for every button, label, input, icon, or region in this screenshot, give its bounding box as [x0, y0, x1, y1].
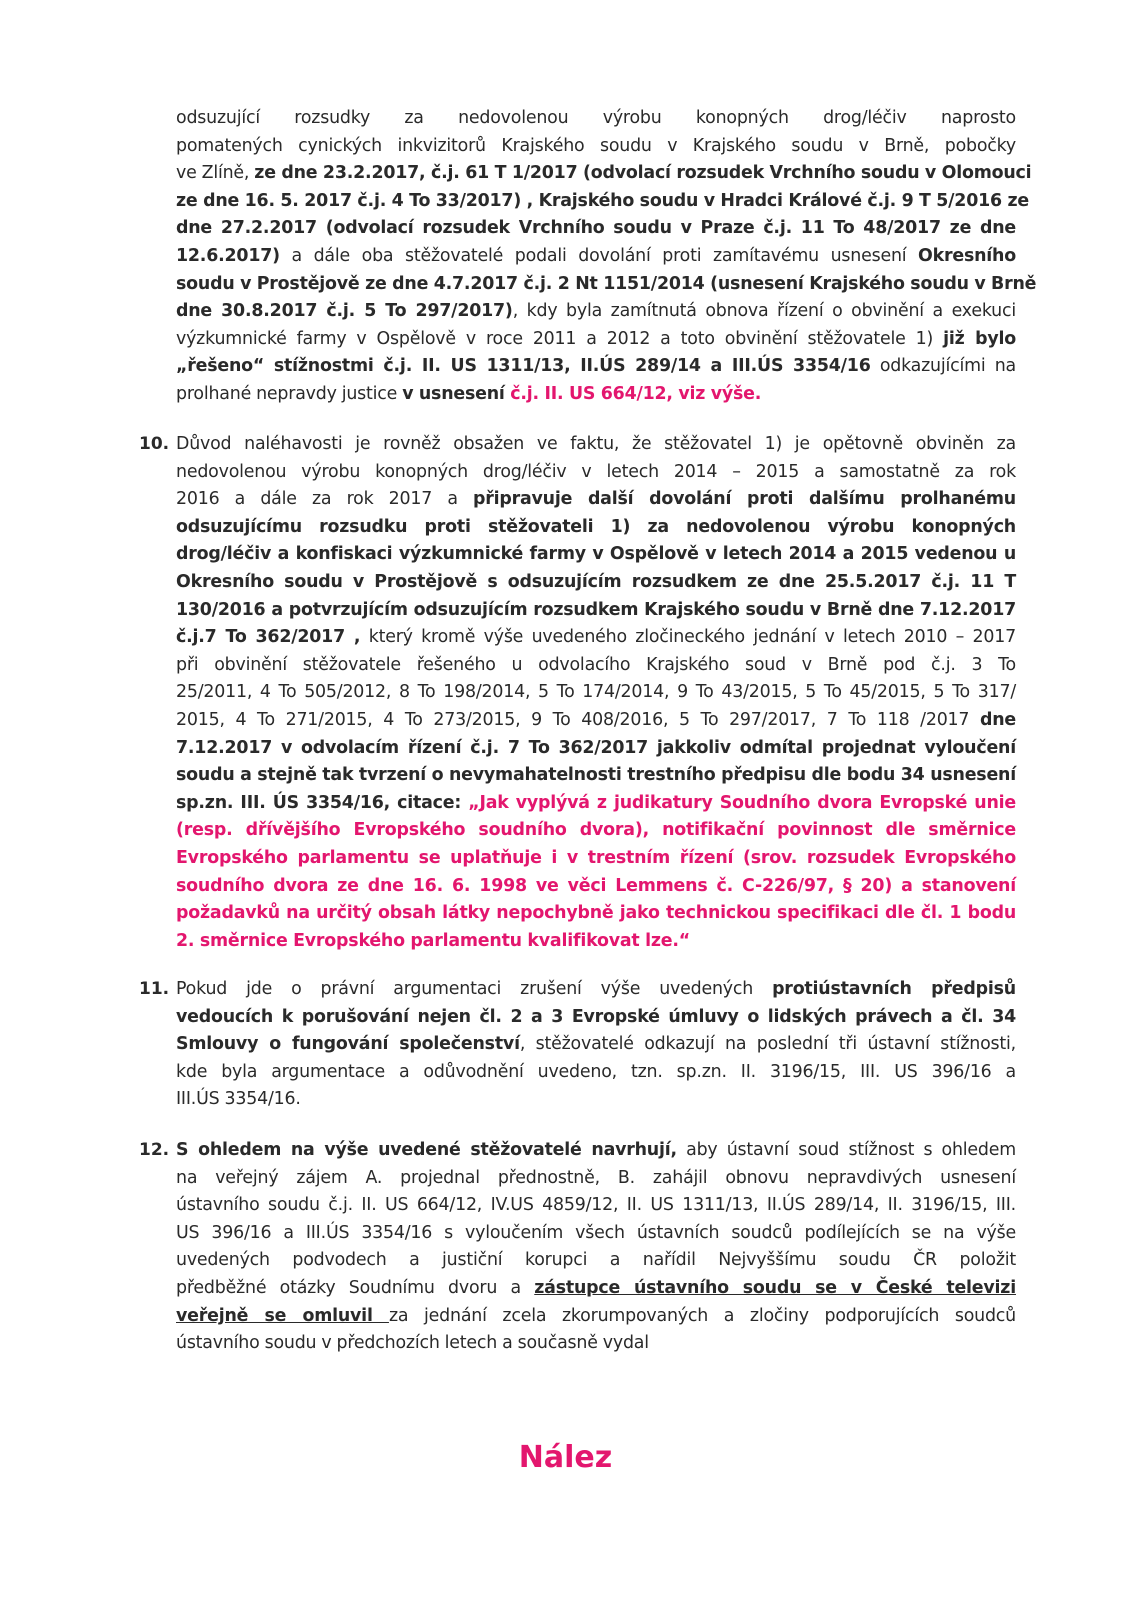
text-line	[176, 762, 1016, 790]
text-segment: Pokud jde o právní argumentaci zrušení výše uvedených	[176, 979, 773, 999]
text-line	[176, 1247, 1016, 1275]
text-segment: č.j.7 To 362/2017 ,	[176, 627, 361, 648]
text-segment: drog/léčiv a konfiskaci výzkumnické farmy v Ospělově v letech 2014 a 2015 vedenou u	[176, 544, 1016, 565]
text-segment: nedovolenou výrobu konopných drog/léčiv v letech 2014 – 2015 a samostatně za rok	[176, 461, 1016, 482]
paragraph-number: 10.	[139, 434, 170, 454]
text-line	[176, 976, 1016, 1004]
text-segment: při obvinění stěžovatele řešeného u odvolacího Krajského soud v Brně pod č.j. 3 To	[176, 654, 1016, 675]
text-line	[176, 873, 1016, 901]
paragraph-number: 11.	[139, 979, 170, 999]
text-line	[176, 652, 1016, 680]
text-segment: „řešeno“ stížnostmi č.j. II. US 1311/13, II.ÚS 289/14 a III.ÚS 3354/16	[176, 356, 871, 377]
text-line	[176, 735, 1016, 763]
text-line	[176, 1275, 1016, 1303]
text-segment: „Jak vyplývá z judikatury Soudního dvora Evropské unie	[468, 792, 1016, 813]
text-segment: ze dne 16. 5. 2017 č.j. 4 To 33/2017) , Krajského soudu v Hradci Králové č.j. 9 T 5/2016 ze	[176, 190, 1029, 211]
text-segment: aby ústavní soud stížnost s ohledem	[676, 1140, 1016, 1160]
paragraph-12	[176, 1137, 1016, 1358]
text-line	[176, 133, 1016, 161]
text-line	[176, 298, 1016, 326]
text-line	[176, 845, 1016, 873]
text-segment: odsuzujícímu rozsudku proti stěžovateli 1) za nedovolenou výrobu konopných	[176, 516, 1016, 537]
text-segment: zástupce ústavního soudu se v České televizi	[534, 1277, 1016, 1298]
text-segment: již bylo	[943, 328, 1016, 349]
text-line	[176, 1086, 1016, 1114]
text-line	[176, 790, 1016, 818]
paragraph-11	[176, 976, 1016, 1114]
text-line	[176, 215, 1016, 243]
text-segment: odsuzující rozsudky za nedovolenou výrobu konopných drog/léčiv naprosto	[176, 108, 1016, 128]
text-line	[176, 326, 1016, 354]
paragraph-10	[176, 431, 1016, 955]
text-segment: III.ÚS 3354/16.	[176, 1089, 301, 1110]
text-segment: požadavků na určitý obsah látky nepochybně jako technickou specifikaci dle čl. 1 bodu	[176, 903, 1016, 924]
text-line	[176, 1059, 1016, 1087]
text-line	[176, 514, 1016, 542]
text-line	[176, 707, 1016, 735]
text-line	[176, 459, 1016, 487]
text-line	[176, 105, 1016, 133]
text-line	[176, 160, 1032, 188]
text-segment: 2016 a dále za rok 2017 a	[176, 489, 473, 510]
text-line	[176, 928, 1016, 956]
text-segment: ze dne 23.2.2017, č.j. 61 T 1/2017 (odvolací rozsudek Vrchního soudu v Olomouci	[254, 163, 1032, 184]
text-segment: prolhané nepravdy justice	[176, 383, 403, 404]
text-segment: pomatených cynických inkvizitorů Krajského soudu v Krajského soudu v Brně, pobočky	[176, 135, 1016, 156]
text-segment: Okresního	[918, 245, 1016, 266]
text-line	[176, 353, 1016, 381]
text-line	[176, 679, 1016, 707]
text-line	[176, 188, 1029, 216]
text-segment: dne 27.2.2017 (odvolací rozsudek Vrchního soudu v Praze č.j. 11 To 48/2017 ze dne	[176, 218, 1016, 239]
text-segment: Smlouvy o fungování společenství	[176, 1034, 520, 1055]
text-segment: soudního dvora ze dne 16. 6. 1998 ve věci Lemmens č. C-226/97, § 20) a stanovení	[176, 875, 1016, 896]
text-segment: připravuje další dovolání proti dalšímu prolhanému	[472, 489, 1016, 510]
text-segment: sp.zn. III. ÚS 3354/16, citace:	[176, 792, 469, 813]
text-segment: (resp. dřívějšího Evropského soudního dvora), notifikační povinnost dle směrnice	[176, 820, 1016, 841]
text-line	[176, 431, 1016, 459]
section-heading: Nález	[518, 1440, 613, 1475]
text-line	[176, 597, 1016, 625]
text-segment: Evropského parlamentu se uplatňuje i v trestním řízení (srov. rozsudek Evropského	[176, 847, 1016, 868]
text-segment: kde byla argumentace a odůvodnění uvedeno, tzn. sp.zn. II. 3196/15, III. US 396/16 a	[176, 1061, 1016, 1082]
text-line	[176, 1330, 1016, 1358]
text-segment: a dále oba stěžovatelé podali dovolání proti zamítavému usnesení	[279, 245, 919, 266]
text-segment: 2. směrnice Evropského parlamentu kvalifikovat lze.“	[176, 930, 691, 951]
text-segment: uvedených podvodech a justiční korupci a nařídil Nejvyššímu soudu ČR položit	[176, 1250, 1016, 1271]
text-segment: S ohledem na výše uvedené stěžovatelé navrhují,	[176, 1140, 677, 1160]
text-segment: protiústavních předpisů	[772, 979, 1016, 999]
text-segment: soudu a stejně tak tvrzení o nevymahatelnosti trestního předpisu dle bodu 34 usnesení	[176, 765, 1016, 786]
text-line	[176, 624, 1016, 652]
text-segment: za jednání zcela zkorumpovaných a zločiny podporujících soudců	[388, 1305, 1016, 1326]
text-segment: ústavního soudu č.j. II. US 664/12, IV.US 4859/12, II. US 1311/13, II.ÚS 289/14, II. 3196/15, III.	[176, 1195, 1016, 1216]
text-segment: , stěžovatelé odkazují na poslední tři ústavní stížnosti,	[519, 1034, 1016, 1055]
text-segment: č.j. II. US 664/12, viz výše.	[510, 383, 762, 404]
text-line	[176, 1192, 1016, 1220]
paragraph-9-continuation	[176, 105, 1037, 409]
text-segment: 25/2011, 4 To 505/2012, 8 To 198/2014, 5 To 174/2014, 9 To 43/2015, 5 To 45/2015, 5 To 317/	[176, 682, 1016, 703]
text-segment: výzkumnické farmy v Ospělově v roce 2011 a 2012 a toto obvinění stěžovatele 1)	[176, 328, 944, 349]
text-segment: 130/2016 a potvrzujícím odsuzujícím rozsudkem Krajského soudu v Brně dne 7.12.2017	[176, 599, 1016, 620]
text-segment: 7.12.2017 v odvolacím řízení č.j. 7 To 362/2017 jakkoliv odmítal projednat vyloučení	[176, 737, 1016, 758]
text-line	[176, 569, 1016, 597]
paragraph-number: 12.	[139, 1140, 170, 1160]
text-segment: vedoucích k porušování nejen čl. 2 a 3 Evropské úmluvy o lidských právech a čl. 34	[176, 1006, 1016, 1027]
text-line	[176, 1165, 1016, 1193]
text-line	[176, 1303, 1016, 1331]
text-segment: soudu v Prostějově ze dne 4.7.2017 č.j. 2 Nt 1151/2014 (usnesení Krajského soudu v Brně	[176, 273, 1037, 294]
text-segment: odkazujícími na	[870, 356, 1017, 377]
text-segment: předběžné otázky Soudnímu dvoru a	[176, 1277, 535, 1298]
text-segment: veřejně se omluvil	[176, 1305, 389, 1326]
text-segment: ústavního soudu v předchozích letech a současně vydal	[176, 1333, 649, 1354]
text-segment: na veřejný zájem A. projednal přednostně, B. zahájil obnovu nepravdivých usnesení	[176, 1167, 1016, 1188]
text-segment: ve Zlíně,	[176, 163, 255, 184]
text-line	[176, 541, 1016, 569]
text-line	[176, 381, 1016, 409]
text-line	[176, 486, 1016, 514]
text-segment: 12.6.2017)	[176, 245, 280, 266]
text-segment: 2015, 4 To 271/2015, 4 To 273/2015, 9 To 408/2016, 5 To 297/2017, 7 To 118 /2017	[176, 709, 980, 730]
text-segment: dne	[979, 709, 1016, 730]
text-line	[176, 817, 1016, 845]
text-segment: , kdy byla zamítnutá obnova řízení o obvinění a exekuci	[512, 301, 1016, 322]
text-segment: v usnesení	[402, 383, 511, 404]
text-segment: US 396/16 a III.ÚS 3354/16 s vyloučením všech ústavních soudců podílejících se na výše	[176, 1222, 1016, 1243]
text-segment: který kromě výše uvedeného zločineckého jednání v letech 2010 – 2017	[360, 627, 1016, 648]
text-segment: dne 30.8.2017 č.j. 5 To 297/2017)	[176, 301, 513, 322]
text-line	[176, 271, 1037, 299]
text-line	[176, 900, 1016, 928]
text-line	[176, 243, 1016, 271]
text-line	[176, 1004, 1016, 1032]
text-line	[176, 1137, 1016, 1165]
text-line	[176, 1031, 1016, 1059]
text-line	[176, 1220, 1016, 1248]
text-segment: Důvod naléhavosti je rovněž obsažen ve faktu, že stěžovatel 1) je opětovně obviněn za	[176, 434, 1016, 454]
text-segment: Okresního soudu v Prostějově s odsuzujícím rozsudkem ze dne 25.5.2017 č.j. 11 T	[176, 571, 1016, 592]
